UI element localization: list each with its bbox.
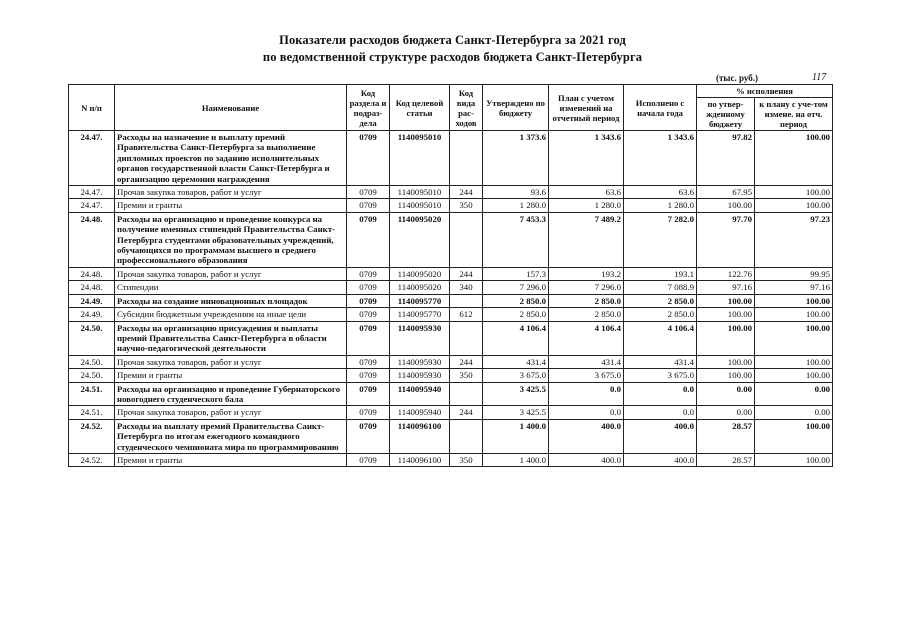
row-article-code: 1140095930 <box>390 369 450 382</box>
row-num: 24.51. <box>69 406 115 419</box>
row-section-code: 0709 <box>347 212 390 267</box>
row-num: 24.52. <box>69 453 115 466</box>
row-num: 24.52. <box>69 419 115 453</box>
row-approved: 3 425.5 <box>483 382 549 406</box>
row-approved: 1 280.0 <box>483 199 549 212</box>
row-executed: 2 850.0 <box>624 294 697 307</box>
header-percent-group: % исполнения <box>697 85 833 98</box>
row-approved: 4 106.4 <box>483 321 549 355</box>
row-executed: 1 280.0 <box>624 199 697 212</box>
row-executed: 2 850.0 <box>624 308 697 321</box>
row-section-code: 0709 <box>347 453 390 466</box>
row-section-code: 0709 <box>347 382 390 406</box>
header-article: Код целевой статьи <box>390 85 450 131</box>
row-type-code <box>450 212 483 267</box>
row-section-code: 0709 <box>347 369 390 382</box>
row-approved: 1 373.6 <box>483 131 549 186</box>
row-executed: 193.1 <box>624 267 697 280</box>
row-plan: 7 296.0 <box>549 281 624 294</box>
table-row <box>69 321 833 355</box>
row-pct-plan: 97.16 <box>755 281 833 294</box>
row-name: Прочая закупка товаров, работ и услуг <box>115 355 347 368</box>
row-num: 24.50. <box>69 369 115 382</box>
row-executed: 431.4 <box>624 355 697 368</box>
row-type-code: 244 <box>450 355 483 368</box>
row-num: 24.49. <box>69 308 115 321</box>
row-plan: 1 280.0 <box>549 199 624 212</box>
row-name: Расходы на организацию и проведение конкурса на получение именных стипендий Правительства Санкт-Петербурга студентами образовательных учреждений, обучающихся по программам высшего и среднего профессионального образования <box>115 212 347 267</box>
row-approved: 2 850.0 <box>483 294 549 307</box>
row-num: 24.47. <box>69 199 115 212</box>
header-name: Наименование <box>115 85 347 131</box>
row-article-code: 1140095020 <box>390 281 450 294</box>
row-approved: 157.3 <box>483 267 549 280</box>
table-row <box>69 369 833 382</box>
row-type-code: 350 <box>450 369 483 382</box>
header-type: Код вида рас-ходов <box>450 85 483 131</box>
row-num: 24.50. <box>69 355 115 368</box>
row-pct-approved: 100.00 <box>697 294 755 307</box>
row-plan: 0.0 <box>549 382 624 406</box>
row-plan: 3 675.0 <box>549 369 624 382</box>
table-row <box>69 382 833 406</box>
row-plan: 63.6 <box>549 186 624 199</box>
row-num: 24.50. <box>69 321 115 355</box>
row-section-code: 0709 <box>347 308 390 321</box>
row-approved: 2 850.0 <box>483 308 549 321</box>
row-plan: 1 343.6 <box>549 131 624 186</box>
header-pct-plan: к плану с уче-том измене. на отч. период <box>755 98 833 131</box>
table-row <box>69 355 833 368</box>
row-article-code: 1140095010 <box>390 199 450 212</box>
row-executed: 400.0 <box>624 453 697 466</box>
row-type-code: 244 <box>450 267 483 280</box>
row-name: Расходы на организацию присуждения и выплаты премий Правительства Санкт-Петербурга в области научно-педагогической деятельности <box>115 321 347 355</box>
row-type-code: 340 <box>450 281 483 294</box>
row-pct-approved: 0.00 <box>697 406 755 419</box>
row-pct-plan: 0.00 <box>755 382 833 406</box>
row-pct-approved: 67.95 <box>697 186 755 199</box>
table-row <box>69 199 833 212</box>
row-approved: 7 296.0 <box>483 281 549 294</box>
page-number: 117 <box>812 72 827 83</box>
row-pct-plan: 100.00 <box>755 308 833 321</box>
row-executed: 1 343.6 <box>624 131 697 186</box>
row-section-code: 0709 <box>347 199 390 212</box>
row-num: 24.51. <box>69 382 115 406</box>
row-type-code <box>450 131 483 186</box>
row-pct-approved: 100.00 <box>697 199 755 212</box>
document-subtitle: по ведомственной структуре расходов бюджета Санкт-Петербурга <box>262 50 643 64</box>
table-row <box>69 267 833 280</box>
row-executed: 400.0 <box>624 419 697 453</box>
header-pct-approved: по утвер-жденному бюджету <box>697 98 755 131</box>
row-num: 24.49. <box>69 294 115 307</box>
row-pct-plan: 99.95 <box>755 267 833 280</box>
row-article-code: 1140095930 <box>390 355 450 368</box>
row-pct-approved: 97.82 <box>697 131 755 186</box>
row-pct-plan: 100.00 <box>755 453 833 466</box>
row-type-code: 612 <box>450 308 483 321</box>
row-article-code: 1140095770 <box>390 308 450 321</box>
table-row <box>69 419 833 453</box>
row-pct-plan: 100.00 <box>755 199 833 212</box>
row-type-code <box>450 382 483 406</box>
table-row <box>69 281 833 294</box>
row-name: Премии и гранты <box>115 199 347 212</box>
row-name: Субсидии бюджетным учреждениям на иные цели <box>115 308 347 321</box>
row-pct-plan: 97.23 <box>755 212 833 267</box>
row-approved: 3 425.5 <box>483 406 549 419</box>
row-pct-approved: 28.57 <box>697 419 755 453</box>
row-pct-plan: 100.00 <box>755 186 833 199</box>
row-name: Прочая закупка товаров, работ и услуг <box>115 267 347 280</box>
row-pct-plan: 100.00 <box>755 419 833 453</box>
row-article-code: 1140096100 <box>390 453 450 466</box>
row-num: 24.48. <box>69 267 115 280</box>
row-article-code: 1140095010 <box>390 186 450 199</box>
row-approved: 93.6 <box>483 186 549 199</box>
row-pct-plan: 100.00 <box>755 294 833 307</box>
row-type-code: 244 <box>450 186 483 199</box>
row-approved: 1 400.0 <box>483 419 549 453</box>
table-body <box>69 131 833 467</box>
row-article-code: 1140095940 <box>390 382 450 406</box>
row-article-code: 1140095020 <box>390 267 450 280</box>
row-name: Премии и гранты <box>115 369 347 382</box>
row-type-code: 350 <box>450 453 483 466</box>
row-pct-plan: 100.00 <box>755 131 833 186</box>
row-section-code: 0709 <box>347 281 390 294</box>
header-plan: План с учетом изменений на отчетный период <box>549 85 624 131</box>
row-executed: 3 675.0 <box>624 369 697 382</box>
row-name: Расходы на назначение и выплату премий Правительства Санкт-Петербурга за выполнение дипломных проектов по заданию исполнительных органов государственной власти Санкт-Петербурга и организацию церемонии награждения <box>115 131 347 186</box>
header-section: Код раздела и подраз-дела <box>347 85 390 131</box>
row-approved: 7 453.3 <box>483 212 549 267</box>
row-type-code <box>450 321 483 355</box>
row-approved: 3 675.0 <box>483 369 549 382</box>
row-executed: 4 106.4 <box>624 321 697 355</box>
row-plan: 431.4 <box>549 355 624 368</box>
row-num: 24.47. <box>69 186 115 199</box>
header-approved: Утверждено по бюджету <box>483 85 549 131</box>
table-row <box>69 294 833 307</box>
row-plan: 7 489.2 <box>549 212 624 267</box>
row-plan: 2 850.0 <box>549 308 624 321</box>
row-pct-plan: 100.00 <box>755 355 833 368</box>
row-executed: 7 282.0 <box>624 212 697 267</box>
row-plan: 400.0 <box>549 419 624 453</box>
row-name: Стипендии <box>115 281 347 294</box>
row-section-code: 0709 <box>347 321 390 355</box>
row-section-code: 0709 <box>347 131 390 186</box>
row-pct-plan: 100.00 <box>755 321 833 355</box>
row-section-code: 0709 <box>347 355 390 368</box>
header-num: N п/п <box>69 85 115 131</box>
row-num: 24.47. <box>69 131 115 186</box>
row-num: 24.48. <box>69 281 115 294</box>
row-pct-approved: 100.00 <box>697 321 755 355</box>
row-executed: 0.0 <box>624 406 697 419</box>
row-name: Премии и гранты <box>115 453 347 466</box>
row-pct-approved: 0.00 <box>697 382 755 406</box>
expenses-table <box>68 84 833 467</box>
header-executed: Исполнено с начала года <box>624 85 697 131</box>
row-approved: 1 400.0 <box>483 453 549 466</box>
row-plan: 400.0 <box>549 453 624 466</box>
row-pct-approved: 97.70 <box>697 212 755 267</box>
row-section-code: 0709 <box>347 419 390 453</box>
table-header-row <box>69 85 833 98</box>
row-approved: 431.4 <box>483 355 549 368</box>
row-plan: 193.2 <box>549 267 624 280</box>
row-section-code: 0709 <box>347 186 390 199</box>
table-row <box>69 308 833 321</box>
row-type-code: 244 <box>450 406 483 419</box>
row-article-code: 1140096100 <box>390 419 450 453</box>
units-label: (тыс. руб.) <box>716 73 758 83</box>
row-name: Расходы на организацию и проведение Губернаторского новогоднего студенческого бала <box>115 382 347 406</box>
table-row <box>69 453 833 466</box>
row-pct-approved: 28.57 <box>697 453 755 466</box>
row-pct-approved: 100.00 <box>697 369 755 382</box>
row-name: Прочая закупка товаров, работ и услуг <box>115 406 347 419</box>
row-pct-plan: 0.00 <box>755 406 833 419</box>
row-article-code: 1140095770 <box>390 294 450 307</box>
row-plan: 0.0 <box>549 406 624 419</box>
row-name: Расходы на создание инновационных площадок <box>115 294 347 307</box>
row-pct-plan: 100.00 <box>755 369 833 382</box>
row-section-code: 0709 <box>347 406 390 419</box>
row-article-code: 1140095940 <box>390 406 450 419</box>
row-article-code: 1140095010 <box>390 131 450 186</box>
row-pct-approved: 97.16 <box>697 281 755 294</box>
row-pct-approved: 100.00 <box>697 355 755 368</box>
document-title: Показатели расходов бюджета Санкт-Петербурга за 2021 год <box>279 33 626 47</box>
row-type-code: 350 <box>450 199 483 212</box>
row-article-code: 1140095930 <box>390 321 450 355</box>
row-num: 24.48. <box>69 212 115 267</box>
row-section-code: 0709 <box>347 294 390 307</box>
table-row <box>69 406 833 419</box>
row-pct-approved: 122.76 <box>697 267 755 280</box>
row-pct-approved: 100.00 <box>697 308 755 321</box>
row-type-code <box>450 419 483 453</box>
table-row <box>69 212 833 267</box>
row-executed: 0.0 <box>624 382 697 406</box>
table-row <box>69 131 833 186</box>
row-article-code: 1140095020 <box>390 212 450 267</box>
row-name: Расходы на выплату премий Правительства Санкт-Петербурга по итогам ежегодного командного студенческого чемпионата мира по программированию <box>115 419 347 453</box>
row-executed: 63.6 <box>624 186 697 199</box>
row-executed: 7 088.9 <box>624 281 697 294</box>
row-section-code: 0709 <box>347 267 390 280</box>
row-plan: 4 106.4 <box>549 321 624 355</box>
table-row <box>69 186 833 199</box>
row-plan: 2 850.0 <box>549 294 624 307</box>
row-type-code <box>450 294 483 307</box>
row-name: Прочая закупка товаров, работ и услуг <box>115 186 347 199</box>
